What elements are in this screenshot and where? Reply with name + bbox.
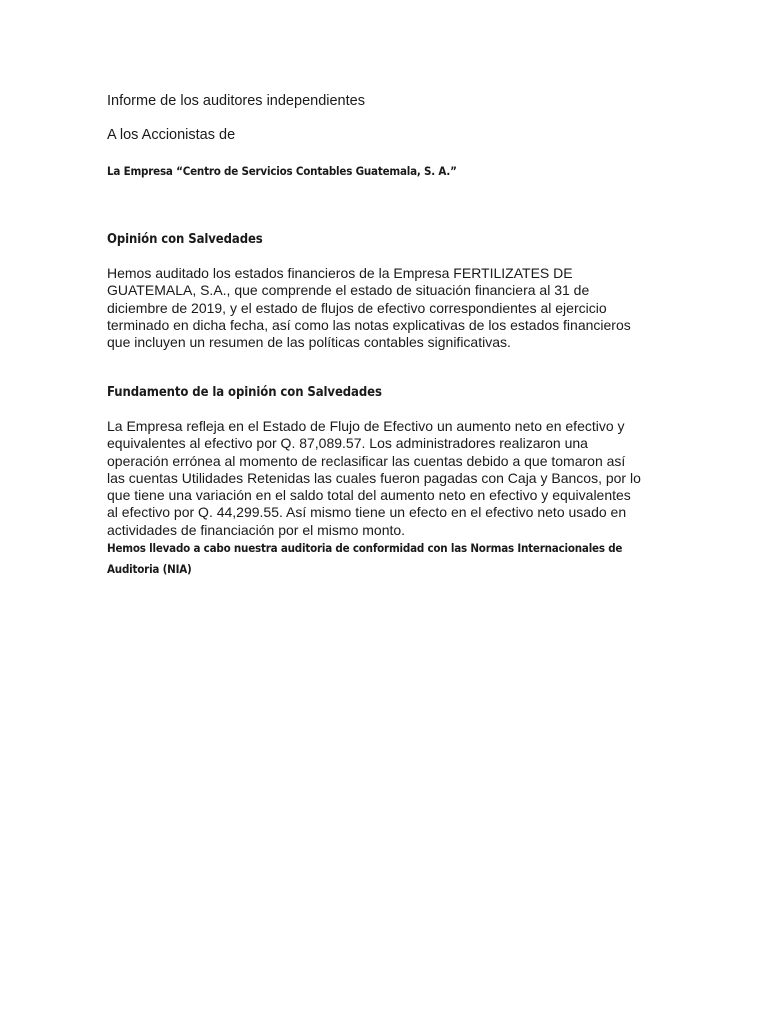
basis-paragraph: La Empresa refleja en el Estado de Flujo de Efectivo un aumento neto en efectivo y equivalentes al efectivo por Q. 87,089.57. Los administradores realizaron una operación errónea al momento de reclasificar las cuentas debido a que tomaron así las cuentas Utilidades Retenidas las cuales fueron pagadas con Caja y Bancos, por lo que tiene una variación en el saldo total del aumento neto en efectivo y equivalentes al efectivo por Q. 44,299.55. Así mismo tiene un efecto en el efectivo neto usado en actividades de financiación por el mismo monto. [107,418,641,538]
report-title: Informe de los auditores independientes [107,93,365,109]
opinion-paragraph: Hemos auditado los estados financieros de la Empresa FERTILIZATES DE GUATEMALA, S.A., que comprende el estado de situación financiera al 31 de diciembre de 2019, y el estado de flujos de efectivo correspondientes al ejercicio terminado en dicha fecha, así como las notas explicativas de los estados financieros que incluyen un resumen de las políticas contables significativas. [107,265,631,351]
basis-heading: Fundamento de la opinión con Salvedades [107,385,382,400]
opinion-heading: Opinión con Salvedades [107,232,263,247]
company-line: La Empresa “Centro de Servicios Contables Guatemala, S. A.” [107,164,457,178]
conformity-statement: Hemos llevado a cabo nuestra auditoria de conformidad con las Normas Internacionales de Auditoria (NIA) [107,541,623,576]
addressee-line: A los Accionistas de [107,127,236,143]
